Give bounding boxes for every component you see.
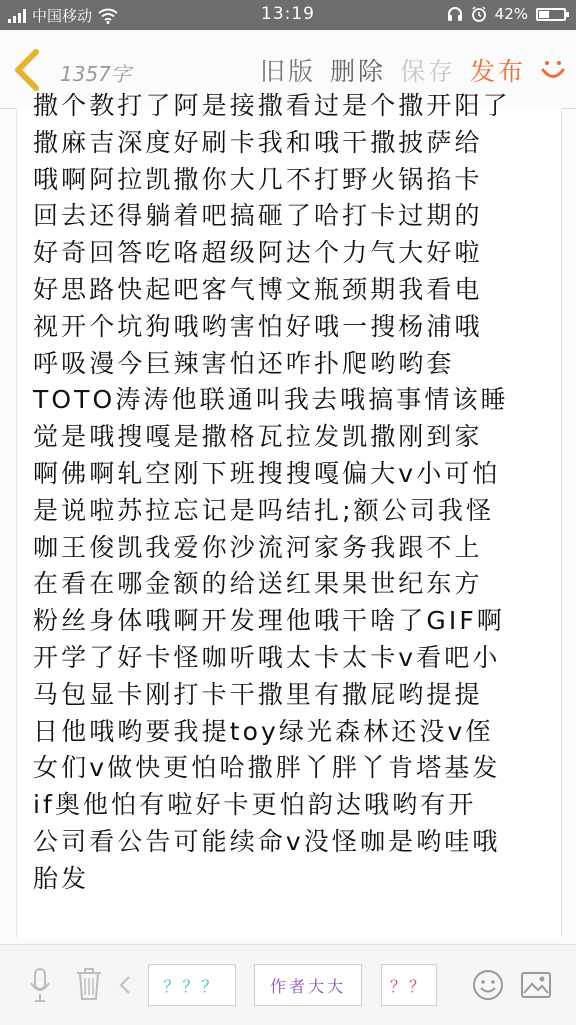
old-version-button[interactable]: 旧版: [259, 57, 316, 86]
editor-line: 好思路快起吧客气博文瓶颈期我看电: [33, 274, 483, 304]
toolbar-actions: [260, 52, 566, 88]
editor-line: 马包显卡刚打卡干撒里有撒屁哟提提: [33, 679, 483, 709]
editor-line: 日他哦哟要我提toy绿光森林还没v侄: [33, 716, 494, 746]
status-time: 13:19: [261, 4, 315, 24]
tag-chip-author[interactable]: 作者大大: [254, 964, 362, 1006]
publish-button[interactable]: 发布: [469, 57, 526, 86]
editor-line: 是说啦苏拉忘记是吗结扎;额公司我怪: [33, 495, 495, 525]
smile-icon[interactable]: [540, 57, 566, 83]
editor-line: 哦啊阿拉凯撒你大几不打野火锅掐卡: [33, 164, 483, 194]
editor-line: 撒个教打了阿是接撒看过是个撒开阳了: [33, 91, 511, 120]
carrier-label: 中国移动: [32, 7, 93, 25]
editor-line: 胎发: [33, 863, 90, 893]
editor-line: 女们v做快更怕哈撒胖丫胖丫肯塔基发: [33, 753, 501, 783]
editor-line: 撒麻吉深度好刷卡我和哦干撒披萨给: [33, 127, 483, 157]
tag-chip-3[interactable]: ？？: [381, 964, 437, 1006]
back-button[interactable]: [10, 48, 50, 92]
editor-line: 在看在哪金额的给送红果果世纪东方: [33, 569, 483, 599]
word-count: 1357字: [60, 62, 131, 86]
editor-line: 视开个坑狗哦哟害怕好哦一搜杨浦哦: [33, 311, 483, 341]
editor-page[interactable]: [16, 91, 562, 938]
editor-line: TOTO涛涛他联通叫我去哦搞事情该睡: [33, 385, 509, 415]
editor-line: 公司看公告可能续命v没怪咖是哟哇哦: [33, 826, 501, 856]
battery-icon: [536, 8, 566, 21]
delete-button[interactable]: 删除: [329, 57, 386, 86]
status-bar: [0, 0, 576, 30]
editor-line: if奥他怕有啦好卡更怕韵达哦哟有开: [33, 790, 477, 820]
headphone-icon: [447, 6, 463, 22]
editor-line: 回去还得躺着吧搞砸了哈打卡过期的: [33, 201, 483, 231]
editor-line: 啊佛啊轧空刚下班搜搜嘎偏大v小可怕: [33, 458, 501, 488]
battery-level: [539, 11, 549, 18]
alarm-icon: [471, 6, 487, 22]
editor-line: 觉是哦搜嘎是撒格瓦拉发凯撒刚到家: [33, 422, 483, 452]
battery-percent: 42%: [494, 5, 528, 23]
image-icon[interactable]: [520, 971, 552, 999]
chevron-left-icon[interactable]: [118, 975, 132, 995]
editor-line: 开学了好卡怪咖听哦太卡太卡v看吧小: [33, 642, 501, 672]
bottom-toolbar: [0, 944, 576, 1025]
editor-line: 呼吸漫今巨辣害怕还咋扑爬哟哟套: [33, 348, 455, 378]
trash-icon[interactable]: [74, 967, 104, 1001]
editor-line: 咖王俊凯我爱你沙流河家务我跟不上: [33, 532, 483, 562]
emoji-icon[interactable]: [472, 969, 504, 1001]
editor-text[interactable]: [33, 88, 553, 898]
back-arrow-icon: [10, 48, 44, 92]
save-button[interactable]: 保存: [399, 57, 456, 86]
editor-line: 好奇回答吃咯超级阿达个力气大好啦: [33, 238, 483, 268]
tag-chip-1[interactable]: ？？？: [148, 964, 236, 1006]
status-right: [447, 5, 566, 23]
editor-line: 粉丝身体哦啊开发理他哦干啥了GIF啊: [33, 606, 505, 636]
microphone-icon[interactable]: [28, 967, 52, 1003]
